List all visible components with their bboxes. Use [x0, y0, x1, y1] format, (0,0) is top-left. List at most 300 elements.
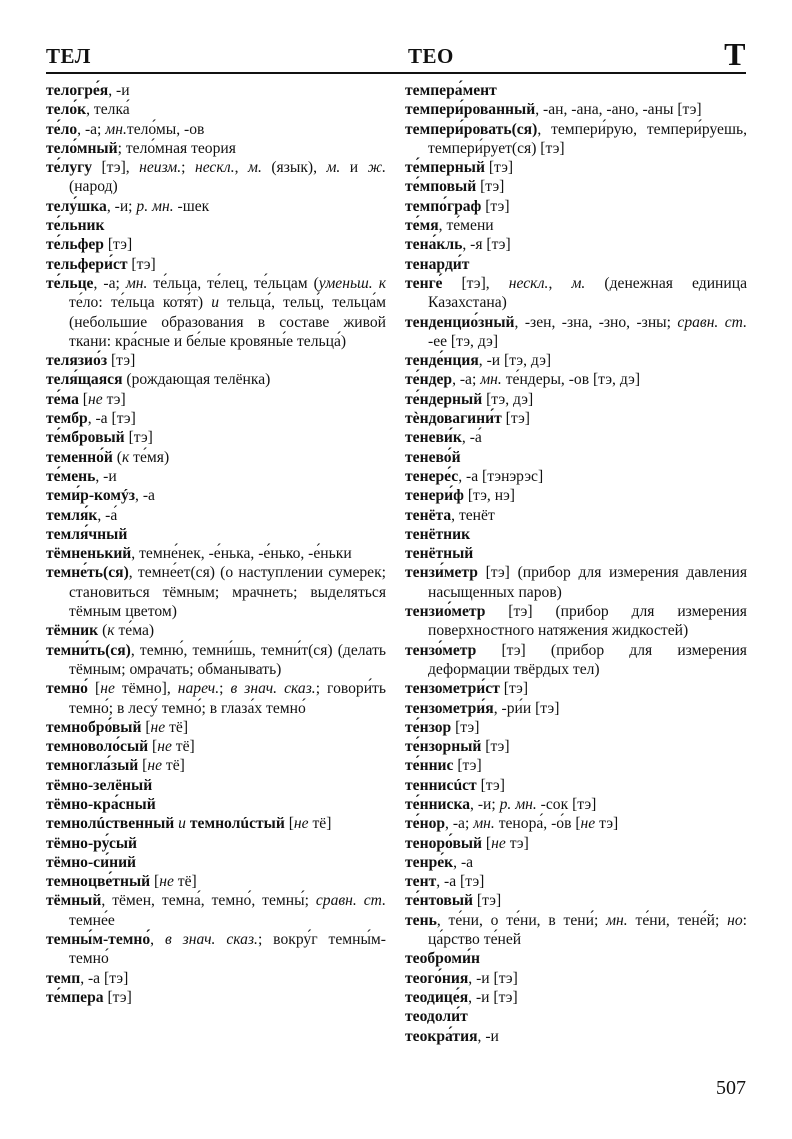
headword: тёмно-си́ний: [46, 853, 137, 871]
dictionary-entry: [46, 448, 386, 467]
entry-text: , те́мени: [438, 217, 494, 235]
entry-text: , телка́: [86, 101, 130, 119]
headword: темнолúстый: [189, 815, 285, 833]
entry-text: ;: [219, 680, 231, 698]
grammar-label: не: [88, 390, 103, 408]
dictionary-entry: [46, 370, 386, 389]
grammar-label: мн.: [105, 120, 127, 138]
dictionary-entry: [46, 486, 386, 505]
headword: те́льфер: [46, 236, 104, 254]
entry-text: -шек: [173, 197, 210, 215]
entry-text: [тэ]: [501, 410, 530, 428]
entry-text: [тэ]: [453, 757, 482, 775]
entry-text: (народ): [69, 178, 118, 196]
dictionary-entry: [46, 506, 386, 525]
grammar-label: мн.: [473, 815, 495, 833]
entry-text: , -а: [135, 487, 155, 505]
dictionary-entry: [405, 1007, 747, 1026]
dictionary-entry: [46, 255, 386, 274]
grammar-label: мн.: [606, 911, 628, 929]
headword: те́нзорный: [405, 738, 482, 756]
headword: тёмно-ру́сый: [46, 834, 138, 852]
entry-text: , темню́, темни́шь, темни́т(ся) (делать тёмным; омрачать; обманывать): [69, 641, 386, 678]
grammar-label: в знач. сказ.: [164, 931, 258, 949]
entry-text: [тэ]: [473, 892, 502, 910]
entry-text: -ее [тэ, дэ]: [428, 332, 499, 350]
headword: темно́: [46, 680, 88, 698]
entry-text: те́ни, тене́й;: [627, 911, 728, 929]
headword: тензо́метр: [405, 641, 477, 659]
entry-text: и: [340, 159, 368, 177]
dictionary-entry: [46, 390, 386, 409]
headword: тёмно-зелёный: [46, 776, 153, 794]
entry-text: тё]: [171, 738, 195, 756]
entry-text: [тэ]: [476, 776, 505, 794]
entry-text: [тэ] (прибор для измерения давления насыщенных паров): [428, 564, 747, 601]
dictionary-entry: [46, 969, 386, 988]
headword: те́лугу: [46, 159, 93, 177]
dictionary-entry: [405, 1027, 747, 1046]
entry-text: тенора́, -о́в [: [494, 815, 581, 833]
dictionary-entry: [46, 930, 386, 969]
dictionary-entry: [46, 351, 386, 370]
dictionary-entry: [46, 139, 386, 158]
entry-text: (: [98, 622, 108, 640]
headword: тенденцио́зный: [405, 313, 515, 331]
dictionary-entry: [405, 795, 747, 814]
dictionary-entry: [405, 120, 747, 159]
dictionary-entry: [405, 486, 747, 505]
entry-text: [: [138, 757, 148, 775]
dictionary-entry: [405, 351, 747, 370]
headword: те́льник: [46, 217, 105, 235]
dictionary-entry: [405, 255, 747, 274]
entry-text: , темне́ет(ся) (о наступлении сумерек; становиться тёмным; мрачнеть; выделяться тёмным цветом): [69, 564, 386, 621]
headword: темпери́ровать(ся): [405, 120, 538, 138]
entry-text: те́мя): [129, 448, 170, 466]
grammar-label: мн.: [125, 274, 148, 292]
headword: темпо́граф: [405, 197, 482, 215]
headword: те́ннис: [405, 757, 454, 775]
entry-text: ;: [181, 159, 195, 177]
dictionary-entry: [46, 834, 386, 853]
header-rule: [46, 72, 746, 74]
headword: те́мбровый: [46, 429, 125, 447]
headword: темны́м-темно́: [46, 931, 151, 949]
entry-text: тэ]: [505, 834, 529, 852]
headword: тёмник: [46, 622, 99, 640]
grammar-label: не: [147, 757, 163, 775]
entry-text: , -и;: [470, 795, 500, 813]
dictionary-entry: [405, 544, 747, 563]
headword: теневи́к: [405, 429, 462, 447]
dictionary-entry: [405, 834, 747, 853]
entry-text: [тэ]: [124, 429, 153, 447]
dictionary-entry: [405, 409, 747, 428]
entry-text: , -а;: [445, 815, 474, 833]
grammar-label: ж.: [367, 159, 387, 177]
dictionary-entry: [405, 390, 747, 409]
headword: теодице́я: [405, 988, 469, 1006]
dictionary-entry: [405, 177, 747, 196]
headword: тень: [405, 911, 437, 929]
entry-text: , -и: [95, 467, 117, 485]
headword: тент: [405, 873, 437, 891]
grammar-label: и: [178, 815, 186, 833]
headword: темля́чный: [46, 525, 128, 543]
entry-text: [тэ]: [127, 255, 156, 273]
entry-text: тело́мы, -ов: [126, 120, 205, 138]
entry-text: ; вокру́г темны́м-темно́: [69, 931, 386, 968]
entry-text: , -а [тэ]: [80, 969, 129, 987]
dictionary-entry: [46, 467, 386, 486]
entry-text: , -а;: [452, 371, 481, 389]
dictionary-entry: [405, 988, 747, 1007]
headword: тело́к: [46, 101, 87, 119]
left-column: [46, 81, 386, 1007]
entry-text: те́ло: те́льца котя́т): [69, 294, 212, 312]
dictionary-entry: [46, 428, 386, 447]
headword: телогре́я: [46, 82, 109, 99]
entry-text: [тэ]: [481, 738, 510, 756]
dictionary-entry: [46, 872, 386, 891]
dictionary-entry: [46, 274, 386, 351]
dictionary-entry: [405, 814, 747, 833]
dictionary-entry: [405, 911, 747, 950]
headword: темля́к: [46, 506, 98, 524]
entry-text: , тенёт: [451, 506, 495, 524]
entry-text: , -и [тэ]: [468, 988, 518, 1006]
headword: те́мперный: [405, 159, 485, 177]
entry-text: [: [482, 834, 492, 852]
entry-text: , -и: [108, 82, 130, 99]
grammar-label: сравн. ст.: [315, 892, 386, 910]
headword: теми́р-комýз: [46, 487, 136, 505]
entry-text: тё]: [173, 873, 197, 891]
dictionary-entry: [405, 197, 747, 216]
dictionary-entry: [405, 699, 747, 718]
dictionary-entry: [405, 448, 747, 467]
dictionary-entry: [46, 81, 386, 100]
entry-text: [тэ] (прибор для измерения поверхностного натяжения жидкостей): [428, 603, 747, 640]
headword: тенётник: [405, 525, 471, 543]
headword: те́мповый: [405, 178, 477, 196]
headword: тензометри́ст: [405, 680, 500, 698]
headword: те́нор: [405, 815, 446, 833]
dictionary-entry: [46, 100, 386, 119]
entry-text: , -а: [453, 853, 474, 871]
entry-text: тэ]: [102, 390, 126, 408]
entry-text: (язык),: [261, 159, 327, 177]
headword: тенге́: [405, 274, 443, 292]
headword: те́ндер: [405, 371, 453, 389]
headword: темноволо́сый: [46, 738, 149, 756]
dictionary-entry: [46, 988, 386, 1007]
entry-text: [тэ]: [476, 178, 505, 196]
grammar-label: м.: [571, 274, 586, 292]
header-section-letter: Т: [724, 36, 746, 72]
dictionary-entry: [46, 679, 386, 718]
dictionary-entry: [405, 506, 747, 525]
dictionary-entry: [46, 409, 386, 428]
dictionary-entry: [46, 718, 386, 737]
entry-text: : ца́рство те́ней: [428, 911, 748, 949]
headword: тельфери́ст: [46, 255, 128, 273]
entry-text: [тэ],: [92, 159, 140, 177]
entry-text: [тэ, дэ]: [482, 390, 534, 408]
entry-text: (: [112, 448, 122, 466]
headword: темнобро́вый: [46, 718, 142, 736]
dictionary-entry: [405, 853, 747, 872]
dictionary-entry: [405, 563, 747, 602]
dictionary-entry: [405, 235, 747, 254]
dictionary-entry: [405, 81, 747, 100]
dictionary-entry: [46, 641, 386, 680]
dictionary-entry: [46, 814, 386, 833]
entry-text: [тэ]: [451, 718, 480, 736]
headword: темногла́зый: [46, 757, 139, 775]
entry-text: [: [141, 718, 151, 736]
entry-text: [: [284, 815, 294, 833]
entry-text: , -я [тэ]: [462, 236, 511, 254]
dictionary-entry: [46, 525, 386, 544]
headword: темнолúственный: [46, 815, 175, 833]
headword: тензометри́я: [405, 699, 494, 717]
grammar-label: уменьш. к: [318, 274, 386, 292]
grammar-label: сравн. ст.: [677, 313, 747, 331]
entry-text: [тэ],: [442, 274, 509, 292]
headword: темни́ть(ся): [46, 641, 131, 659]
headword: те́льце: [46, 274, 94, 292]
headword: те́ло: [46, 120, 78, 138]
grammar-label: к: [107, 622, 115, 640]
dictionary-entry: [405, 969, 747, 988]
grammar-label: не: [580, 815, 596, 833]
entry-text: тё]: [308, 815, 332, 833]
headword: тенёта: [405, 506, 452, 524]
headword: те́ндерный: [405, 390, 483, 408]
grammar-label: р. мн.: [499, 795, 537, 813]
dictionary-entry: [46, 563, 386, 621]
entry-text: ,: [150, 931, 165, 949]
entry-text: , -а [тэнэрэс]: [458, 467, 544, 485]
headword: теокра́тия: [405, 1027, 478, 1045]
entry-text: ; говори́ть темно́; в лесу́ темно́; в глаза́х темно́: [69, 680, 386, 717]
entry-text: , тёмен, темна́, темно́, темны́;: [101, 892, 316, 910]
dictionary-entry: [405, 602, 747, 641]
entry-text: [: [87, 680, 101, 698]
entry-text: , -а [тэ]: [436, 873, 485, 891]
grammar-label: м.: [248, 159, 262, 177]
dictionary-entry: [405, 776, 747, 795]
dictionary-entry: [405, 158, 747, 177]
headword: тена́кль: [405, 236, 463, 254]
dictionary-entry: [405, 274, 747, 313]
header-left-word: ТЕЛ: [46, 44, 91, 68]
headword: теоброми́н: [405, 950, 480, 968]
headword: темноцве́тный: [46, 873, 151, 891]
headword: тенде́нция: [405, 352, 479, 370]
headword: темне́ть(ся): [46, 564, 129, 582]
entry-text: , -ри́и [тэ]: [493, 699, 560, 717]
dictionary-entry: [405, 313, 747, 352]
entry-text: те́ма): [114, 622, 155, 640]
headword: теноро́вый: [405, 834, 483, 852]
grammar-label: не: [491, 834, 506, 852]
dictionary-entry: [46, 737, 386, 756]
headword: теменно́й: [46, 448, 113, 466]
entry-text: , -и [тэ, дэ]: [478, 352, 552, 370]
dictionary-entry: [46, 853, 386, 872]
entry-text: , -а;: [77, 120, 106, 138]
right-column: [405, 81, 747, 1046]
entry-text: [: [78, 390, 88, 408]
entry-text: [тэ]: [103, 988, 132, 1006]
grammar-label: нескл.: [194, 159, 235, 177]
entry-text: [: [150, 873, 160, 891]
headword: темпери́рованный: [405, 101, 536, 119]
headword: тенре́к: [405, 853, 454, 871]
headword: те́нзор: [405, 718, 452, 736]
entry-text: (денежная единица Казахстана): [428, 274, 747, 312]
headword: тенери́ф: [405, 487, 464, 505]
entry-text: , -а́: [97, 506, 118, 524]
grammar-label: м.: [326, 159, 341, 177]
headword: тёмно-кра́сный: [46, 795, 156, 813]
headword: те́нтовый: [405, 892, 474, 910]
entry-text: , -и [тэ]: [468, 969, 518, 987]
headword: тёмный: [46, 892, 102, 910]
grammar-label: и: [211, 294, 220, 312]
grammar-label: не: [293, 815, 309, 833]
header-center-word: ТЕО: [408, 44, 454, 68]
dictionary-entry: [46, 544, 386, 563]
headword: теннисúст: [405, 776, 477, 794]
entry-text: , -и: [477, 1027, 499, 1045]
headword: темп: [46, 969, 81, 987]
dictionary-entry: [405, 718, 747, 737]
dictionary-entry: [405, 756, 747, 775]
entry-text: тельца́, тельц́, тельца́м (небольшие образования в составе живой ткани: кра́сные и бе́лые кровяны́е тельца́): [69, 294, 386, 350]
grammar-label: но: [727, 911, 743, 929]
dictionary-entry: [46, 197, 386, 216]
dictionary-entry: [405, 216, 747, 235]
headword: теля́щаяся: [46, 371, 123, 389]
headword: теого́ния: [405, 969, 469, 987]
headword: тенере́с: [405, 467, 459, 485]
dictionary-entry: [405, 428, 747, 447]
dictionary-entry: [46, 621, 386, 640]
dictionary-entry: [46, 216, 386, 235]
entry-text: , -ан, -ана, -ано, -аны [тэ]: [535, 101, 702, 119]
headword: те́мень: [46, 467, 96, 485]
grammar-label: в знач. сказ.: [230, 680, 316, 698]
headword: тензи́метр: [405, 564, 478, 582]
entry-text: [тэ]: [484, 159, 514, 177]
dictionary-entry: [405, 370, 747, 389]
dictionary-entry: [405, 891, 747, 910]
dictionary-entry: [405, 100, 747, 119]
entry-text: , -зен, -зна, -зно, -зны;: [514, 313, 678, 331]
headword: тенево́й: [405, 448, 461, 466]
dictionary-entry: [46, 795, 386, 814]
headword: те́мя: [405, 217, 439, 235]
headword: тѐндовагини́т: [405, 410, 502, 428]
entry-text: , -и;: [106, 197, 137, 215]
entry-text: ,: [234, 159, 249, 177]
running-header: [46, 34, 746, 74]
dictionary-entry: [405, 467, 747, 486]
dictionary-entry: [46, 235, 386, 254]
dictionary-entry: [46, 756, 386, 775]
entry-text: [: [148, 738, 158, 756]
entry-text: , темпери́рую, темпери́руешь, темпери́рует(ся) [тэ]: [428, 120, 747, 157]
dictionary-entry: [46, 776, 386, 795]
entry-text: те́ндеры, -ов [тэ, дэ]: [501, 371, 641, 389]
entry-text: тэ]: [595, 815, 619, 833]
headword: тёмненький: [46, 545, 132, 563]
page-number: 507: [716, 1077, 746, 1099]
grammar-label: не: [159, 873, 174, 891]
headword: телу́шка: [46, 197, 107, 215]
grammar-label: мн.: [480, 371, 502, 389]
dictionary-entry: [46, 120, 386, 139]
grammar-label: р. мн.: [136, 197, 174, 215]
entry-text: , -а́: [461, 429, 482, 447]
headword: тенётный: [405, 545, 474, 563]
headword: тенарди́т: [405, 255, 470, 273]
grammar-label: неизм.: [139, 159, 182, 177]
entry-text: [тэ]: [499, 680, 529, 698]
entry-text: ,: [548, 274, 572, 292]
dictionary-entry: [405, 641, 747, 680]
entry-text: тё]: [162, 757, 185, 775]
grammar-label: нареч.: [177, 680, 220, 698]
headword: тело́мный: [46, 139, 118, 157]
entry-text: [тэ]: [103, 236, 133, 254]
entry-text: , те́ни, о те́ни, в тени́;: [436, 911, 607, 929]
dictionary-entry: [405, 872, 747, 891]
headword: теодоли́т: [405, 1008, 468, 1026]
entry-text: , темне́нек, -е́нька, -е́нько, -е́ньки: [131, 545, 352, 563]
headword: темпера́мент: [405, 82, 497, 99]
headword: телязио́з: [46, 352, 108, 370]
grammar-label: не: [157, 738, 172, 756]
entry-text: -сок [тэ]: [536, 795, 597, 813]
dictionary-entry: [46, 891, 386, 930]
entry-text: те́льца, те́лец, те́льцам (: [147, 274, 319, 292]
entry-text: тё]: [165, 718, 189, 736]
entry-text: ; тело́мная теория: [117, 139, 236, 157]
grammar-label: нескл.: [508, 274, 549, 292]
grammar-label: не: [150, 718, 166, 736]
dictionary-entry: [46, 158, 386, 197]
dictionary-entry: [405, 679, 747, 698]
entry-text: [тэ, нэ]: [463, 487, 515, 505]
entry-text: , -а [тэ]: [87, 410, 136, 428]
entry-text: [тэ]: [481, 197, 510, 215]
headword: те́мпера: [46, 988, 104, 1006]
entry-text: [тэ] (прибор для измерения деформации твёрдых тел): [428, 641, 747, 678]
headword: те́нниска: [405, 795, 471, 813]
entry-text: тёмно],: [114, 680, 178, 698]
headword: тембр: [46, 410, 88, 428]
dictionary-entry: [405, 737, 747, 756]
entry-text: темне́е: [69, 911, 115, 929]
headword: тензио́метр: [405, 603, 486, 621]
grammar-label: к: [121, 448, 130, 466]
dictionary-entry: [405, 525, 747, 544]
